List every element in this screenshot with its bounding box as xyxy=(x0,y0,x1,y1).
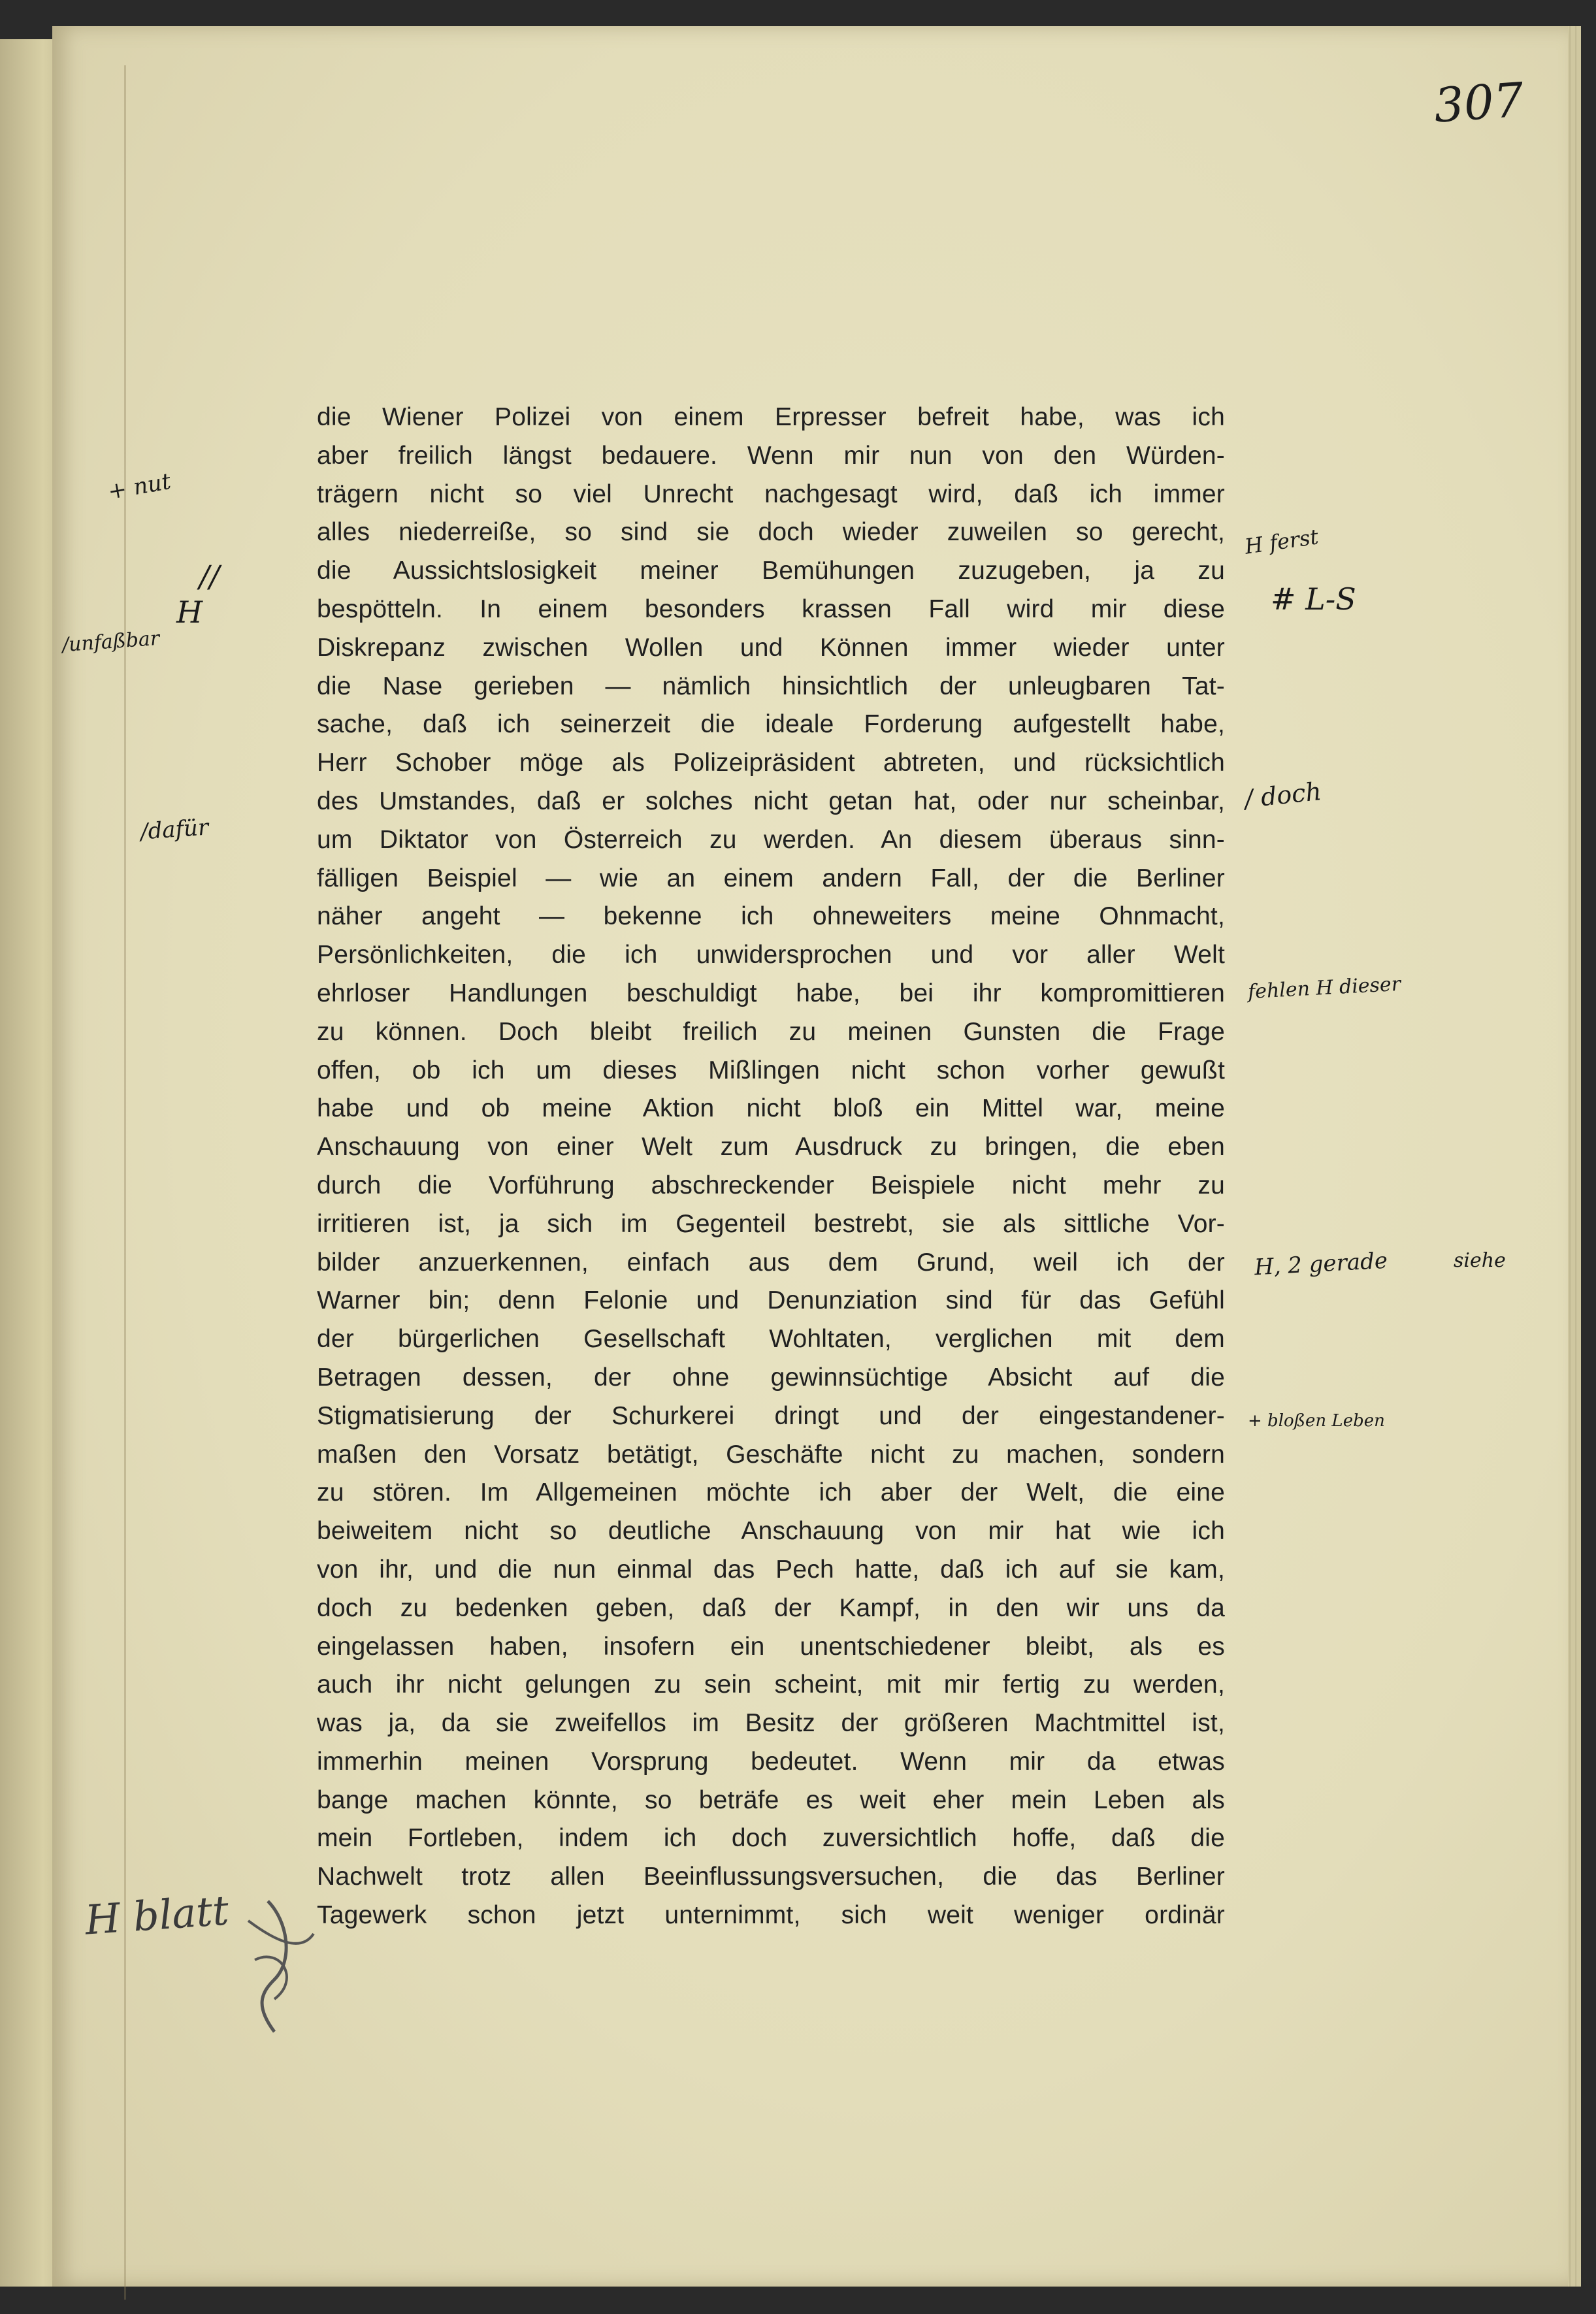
text-line: Anschauung von einer Welt zum Ausdruck zu bringen, die eben xyxy=(317,1133,1225,1162)
page-number: 307 xyxy=(1432,72,1526,133)
text-line: Betragen dessen, der ohne gewinnsüchtige Absicht auf die xyxy=(317,1363,1225,1392)
margin-note-left: + nut xyxy=(106,468,173,506)
margin-note-right: / doch xyxy=(1243,776,1323,814)
text-line: offen, ob ich um dieses Mißlingen nicht schon vorher gewußt xyxy=(317,1056,1225,1084)
text-line: bange machen könnte, so beträfe es weit eher mein Leben als xyxy=(317,1785,1225,1814)
text-line: Herr Schober möge als Polizeipräsident abtreten, und rücksichtlich xyxy=(317,749,1225,777)
text-line: die Aussichtslosigkeit meiner Bemühungen zuzugeben, ja zu xyxy=(317,557,1225,585)
text-line: Stigmatisierung der Schurkerei dringt und der eingestandener- xyxy=(317,1401,1225,1430)
margin-note-left: // xyxy=(199,559,220,594)
body-text xyxy=(317,399,1225,1935)
text-line: bespötteln. In einem besonders krassen Fall wird mir diese xyxy=(317,595,1225,623)
text-line: was ja, da sie zweifellos im Besitz der größeren Machtmittel ist, xyxy=(317,1709,1225,1738)
text-line: mein Fortleben, indem ich doch zuversichtlich hoffe, daß die xyxy=(317,1824,1225,1853)
text-line: sache, daß ich seinerzeit die ideale Forderung aufgestellt habe, xyxy=(317,710,1225,739)
text-line: aber freilich längst bedauere. Wenn mir nun von den Würden- xyxy=(317,441,1225,470)
text-line: zu stören. Im Allgemeinen möchte ich aber der Welt, die eine xyxy=(317,1478,1225,1507)
margin-note-left: H xyxy=(176,595,203,630)
text-line: Persönlichkeiten, die ich unwidersprochen und vor aller Welt xyxy=(317,941,1225,970)
text-line: durch die Vorführung abschreckender Beispiele nicht mehr zu xyxy=(317,1171,1225,1199)
margin-note-left: /unfaßbar xyxy=(61,627,161,657)
text-line: trägern nicht so viel Unrecht nachgesagt wird, daß ich immer xyxy=(317,480,1225,508)
margin-note-right: H, 2 gerade xyxy=(1254,1247,1388,1281)
text-line: alles niederreiße, so sind sie doch wieder zuweilen so gerecht, xyxy=(317,518,1225,547)
margin-note-right: # L-S xyxy=(1271,581,1356,617)
margin-note-right: siehe xyxy=(1454,1249,1506,1272)
text-line: Nachwelt trotz allen Beeinflussungsversuchen, die das Berliner xyxy=(317,1863,1225,1891)
pencil-scribble xyxy=(78,1882,327,2038)
text-line: um Diktator von Österreich zu werden. An diesem überaus sinn- xyxy=(317,825,1225,854)
margin-note-left: /dafür xyxy=(139,814,210,845)
margin-note-right: fehlen H dieser xyxy=(1247,972,1401,1004)
text-line: zu können. Doch bleibt freilich zu meinen Gunsten die Frage xyxy=(317,1017,1225,1046)
text-line: irritieren ist, ja sich im Gegenteil bestrebt, sie als sittliche Vor- xyxy=(317,1209,1225,1238)
text-line: ehrloser Handlungen beschuldigt habe, bei ihr kompromittieren xyxy=(317,979,1225,1007)
text-line: Warner bin; denn Felonie und Denunziation sind für das Gefühl xyxy=(317,1286,1225,1315)
text-line: auch ihr nicht gelungen zu sein scheint, mit mir fertig zu werden, xyxy=(317,1670,1225,1699)
text-line: beiweitem nicht so deutliche Anschauung von mir hat wie ich xyxy=(317,1517,1225,1546)
text-line: fälligen Beispiel — wie an einem andern Fall, der die Berliner xyxy=(317,864,1225,892)
text-line: habe und ob meine Aktion nicht bloß ein Mittel war, meine xyxy=(317,1094,1225,1123)
text-line: die Nase gerieben — nämlich hinsichtlich der unleugbaren Tat- xyxy=(317,672,1225,700)
text-line: des Umstandes, daß er solches nicht getan hat, oder nur scheinbar, xyxy=(317,787,1225,815)
text-line: Diskrepanz zwischen Wollen und Können immer wieder unter xyxy=(317,633,1225,662)
text-line: näher angeht — bekenne ich ohneweiters meine Ohnmacht, xyxy=(317,902,1225,931)
text-line: maßen den Vorsatz betätigt, Geschäfte nicht zu machen, sondern xyxy=(317,1440,1225,1469)
margin-note-right: H ferst xyxy=(1243,524,1320,559)
text-line: der bürgerlichen Gesellschaft Wohltaten, verglichen mit dem xyxy=(317,1325,1225,1354)
margin-note-left: H blatt xyxy=(83,1886,231,1944)
text-line: von ihr, und die nun einmal das Pech hatte, daß ich auf sie kam, xyxy=(317,1555,1225,1584)
text-line: doch zu bedenken geben, daß der Kampf, in den wir uns da xyxy=(317,1593,1225,1622)
text-line: eingelassen haben, insofern ein unentschiedener bleibt, als es xyxy=(317,1632,1225,1661)
text-line: bilder anzuerkennen, einfach aus dem Grund, weil ich der xyxy=(317,1248,1225,1277)
margin-note-right: + bloßen Leben xyxy=(1248,1411,1385,1431)
text-line: die Wiener Polizei von einem Erpresser befreit habe, was ich xyxy=(317,403,1225,431)
text-line: immerhin meinen Vorsprung bedeutet. Wenn mir da etwas xyxy=(317,1747,1225,1776)
text-line: Tagewerk schon jetzt unternimmt, sich weit weniger ordinär xyxy=(317,1901,1225,1930)
